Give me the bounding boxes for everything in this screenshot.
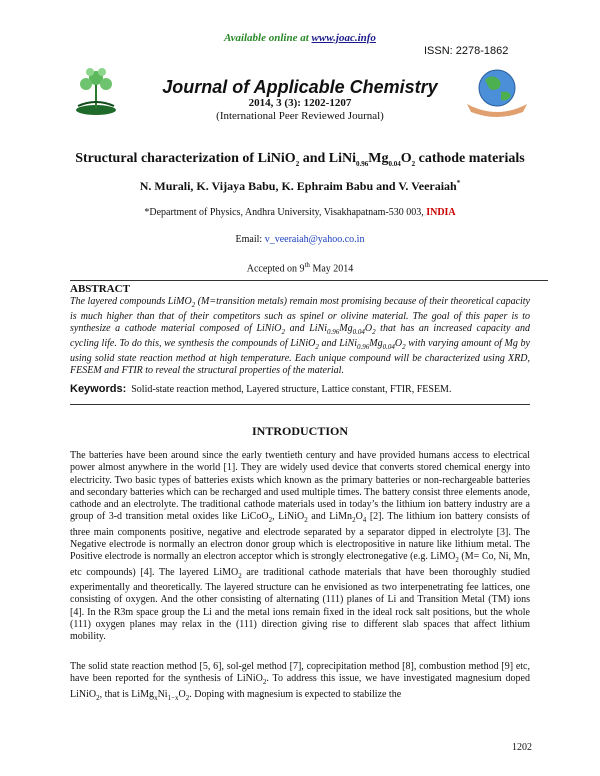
email-link[interactable]: v_veeraiah@yahoo.co.in — [264, 234, 365, 245]
introduction-heading: INTRODUCTION — [251, 424, 348, 438]
journal-subtitle: (International Peer Reviewed Journal) — [216, 110, 384, 122]
affiliation: *Department of Physics, Andhra University, Visakhapatnam-530 003, INDIA — [144, 207, 456, 218]
volume-info: 2014, 3 (3): 1202-1207 — [248, 97, 352, 109]
journal-website-link[interactable]: www.joac.info — [311, 32, 376, 44]
accepted-date: Accepted on 9th May 2014 — [246, 261, 354, 275]
abstract-text: The layered compounds LiMO$_2$ (M=transition metals) remain most promising because of their theoretical capacity is much higher than that of their competitors such as spinel or olivine material. The goal of this paper is to synthesize a cathode material composed of LiNiO$_2$ and $LiNi_{0.96}Mg_{0.04}O_2$ that has an increased capacity and cycling life. To do this, we synthesis the compounds of LiNiO$_2$ and $LiNi_{0.96}Mg_{0.04}O_2$ with varying amount of Mg by using solid state reaction method at high temperature. Each unique compound will be characterized using XRD, FESEM and FTIR to reveal the structural properties of the material. — [70, 296, 530, 376]
email-line: Email: v_veeraiah@yahoo.co.in — [235, 234, 365, 245]
journal-title: Journal of Applicable Chemistry — [162, 77, 438, 97]
issn: ISSN: 2278-1862 — [424, 45, 509, 57]
divider-bottom — [70, 404, 530, 405]
introduction-paragraph-1: The batteries have been around since the early twentieth century and have provided humans access to electrical power almost anywhere in the world [1]. They are widely used device that converts stored chemical energy into electricity. Two basic types of batteries exists which known as the primary batteries or non-rechargeable batteries and secondary batteries which can be recharged and used multiple times. The battery consist three elements anode, cathode and an electrolyte. The traditional cathode materials used in today’s the lithium ion battery industry are a group of 3-d transition metal oxides like LiCoO$_2$, LiNiO$_2$ and $LiMn_2O_4$ [2]. The lithium ion battery consists of three main components positive, negative and electrode separated by a separator dipped in electrolyte [3]. The Negative electrode is normally an electron donor group which is electropositive in nature like lithium metal. The Positive electrode is normally an electron acceptor which is strongly electronegative (e.g. LiMO$_2$ (M= Co, Ni, Mn, etc compounds) [4]. The layered LiMO$_2$ are traditional cathode materials that have been thoroughly studied experimentally and theoretically. The layered structure can he envisioned as two interpenetrating fee lattices, one consisting of oxygen. And the other consisting of alternating (111) planes of Li and Transition Metal (TM) ions [4]. In the R3m space group the Li and the metal ions remain fixed in the ideal rock salt positions, but the whole (111) oxygen planes may relax in the (111) direction giving rise to different slab spaces that affect lithium mobility. — [70, 450, 531, 643]
availability-line: Available online at www.joac.info — [224, 32, 376, 44]
page-number: 1202 — [512, 742, 532, 753]
introduction-paragraph-2: The solid state reaction method [5, 6], sol-gel method [7], coprecipitation method [8], combustion method [9] etc, have been reported for the synthesis of LiNiO$_2$. To address this issue, we have investigated magnesium doped LiNiO$_2$, that is $LiMg_xNi_{1-x}O_2$. Doping with magnesium is expected to stabilize the — [70, 661, 530, 702]
authors: N. Murali, K. Vijaya Babu, K. Ephraim Babu and V. Veeraiah* — [139, 179, 461, 193]
keywords-label: Keywords: — [70, 383, 127, 395]
corresponding-mark: * — [456, 179, 461, 187]
divider-top — [70, 280, 548, 281]
keywords: Keywords: Solid-state reaction method, Layered structure, Lattice constant, FTIR, FESEM. — [70, 383, 452, 395]
affiliation-country: INDIA — [426, 207, 456, 218]
abstract-heading: ABSTRACT — [70, 283, 130, 295]
paper-title: Structural characterization of LiNiO$_2$ and $LiNi_{0.96}Mg_{0.04}O_2$ cathode materials — [75, 151, 525, 168]
